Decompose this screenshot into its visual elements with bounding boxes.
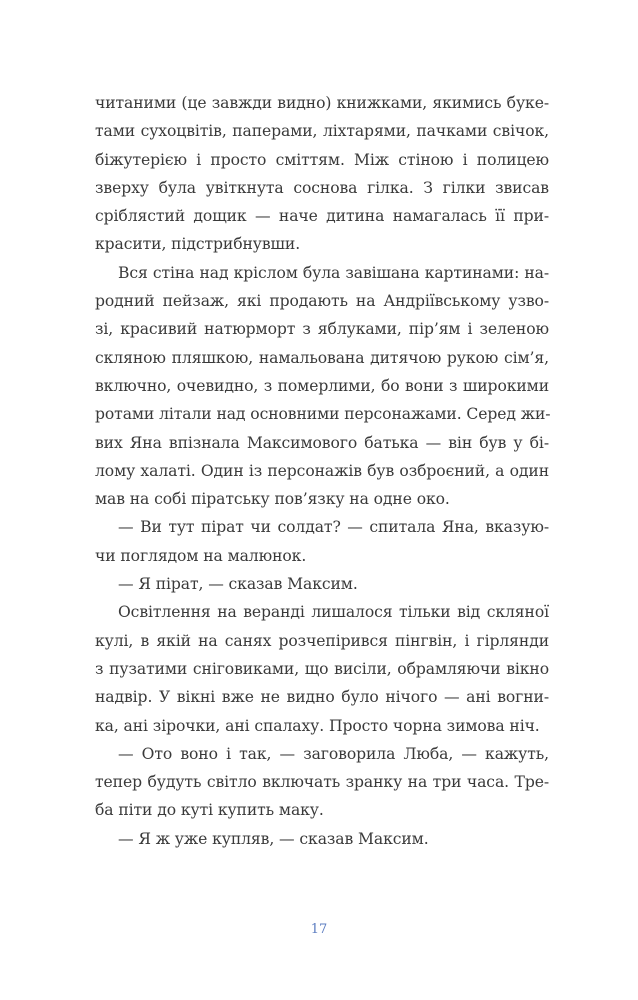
text-line: скляною пляшкою, намальована дитячою рукою сім’я, [95,348,549,367]
page-number: 17 [310,922,328,937]
text-line: — Я пірат, — сказав Максим. [118,575,358,594]
paragraph [95,598,549,739]
text-line: біжутерією і просто сміттям. Між стіною і полицею [95,150,549,169]
text-line: вих Яна впізнала Максимового батька — він був у бі- [95,433,549,452]
text-line: чи поглядом на малюнок. [95,546,307,565]
text-line: красити, підстрибнувши. [95,235,301,254]
text-line: ротами літали над основними персонажами. Серед жи- [95,405,551,424]
paragraph [95,570,549,598]
text-line: ба піти до куті купить маку. [95,801,324,820]
text-line: Освітлення на веранді лишалося тільки від скляної [118,603,549,622]
text-line: Вся стіна над кріслом була завішана картинами: на- [118,263,549,282]
text-line: ка, ані зірочки, ані спалаху. Просто чорна зимова ніч. [95,716,540,735]
paragraph [95,740,549,825]
text-line: сріблястий дощик — наче дитина намагалась її при- [95,207,549,226]
paragraph [95,89,549,259]
text-line: включно, очевидно, з померлими, бо вони з широкими [95,376,549,395]
text-line: лому халаті. Один із персонажів був озброєний, а один [95,461,549,480]
paragraph [95,825,549,853]
text-line: з пузатими сніговиками, що висіли, обрамляючи вікно [95,659,549,678]
text-line: тами сухоцвітів, паперами, ліхтарями, пачками свічок, [95,122,549,141]
text-line: тепер будуть світло включать зранку на три часа. Тре- [95,773,549,792]
text-line: читаними (це завжди видно) книжками, якимись буке- [95,94,549,112]
paragraph [95,513,549,570]
text-line: — Ото воно і так, — заговорила Люба, — кажуть, [118,744,549,763]
text-line: — Ви тут пірат чи солдат? — спитала Яна, вказую- [118,518,549,537]
text-line: — Я ж уже купляв, — сказав Максим. [118,829,429,848]
text-line: мав на собі піратську пов’язку на одне око. [95,490,450,509]
paragraph [95,259,549,514]
text-line: родний пейзаж, які продають на Андріївському узво- [95,292,549,311]
text-line: зі, красивий натюрморт з яблуками, пір’ям і зеленою [95,320,549,339]
page-body-text [95,89,549,853]
text-line: зверху була увіткнута соснова гілка. З гілки звисав [95,178,549,197]
text-line: кулі, в якій на санях розчепірився пінгвін, і гірлянди [95,631,549,650]
text-line: надвір. У вікні вже не видно було нічого — ані вогни- [95,688,549,707]
